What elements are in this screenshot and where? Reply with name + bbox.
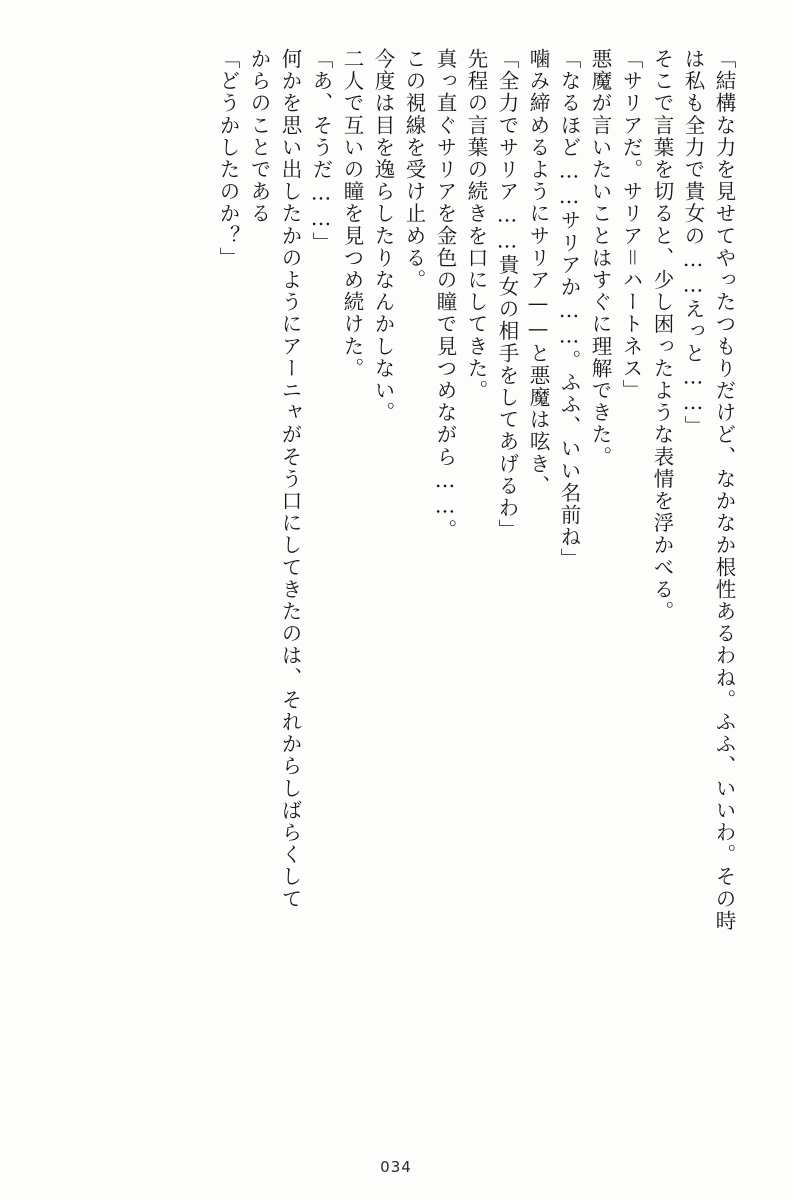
vertical-text-body	[58, 48, 734, 1108]
text-line: 真っ直ぐサリアを金色の瞳で見つめながら……。	[433, 48, 457, 542]
text-line: 「なるほど……サリアか……。ふふ、いい名前ね」	[557, 48, 581, 571]
text-line: 先程の言葉の続きを口にしてきた。	[464, 48, 488, 402]
text-line: 噛み締めるようにサリア——と悪魔は呟き、	[526, 48, 550, 497]
text-line: からのことである	[247, 48, 271, 225]
text-line: この視線を受け止める。	[402, 48, 426, 292]
text-line: 「どうかしたのか？」	[216, 48, 240, 269]
text-line: そこで言葉を切ると、少し困ったような表情を浮かべる。	[650, 48, 674, 623]
text-line: 「全力でサリア……貴女の相手をしてあげるわ」	[495, 48, 519, 542]
text-line: 「あ、そうだ……」	[309, 48, 333, 254]
text-line: 「サリアだ。サリア＝ハートネス」	[619, 48, 643, 402]
text-line: 今度は目を逸らしたりなんかしない。	[371, 48, 395, 424]
text-line: 「結構な力を見せてやったつもりだけど、なかなか根性あるわね。ふふ、いいわ。その時	[712, 48, 736, 932]
text-line: 二人で互いの瞳を見つめ続けた。	[340, 48, 364, 380]
text-line: 悪魔が言いたいことはすぐに理解できた。	[588, 48, 612, 468]
page-number: 034	[380, 1158, 412, 1176]
text-line: は私も全力で貴女の……えっと……」	[681, 48, 705, 438]
text-line: 何かを思い出したかのようにアーニャがそう口にしてきたのは、それからしばらくして	[278, 48, 302, 910]
